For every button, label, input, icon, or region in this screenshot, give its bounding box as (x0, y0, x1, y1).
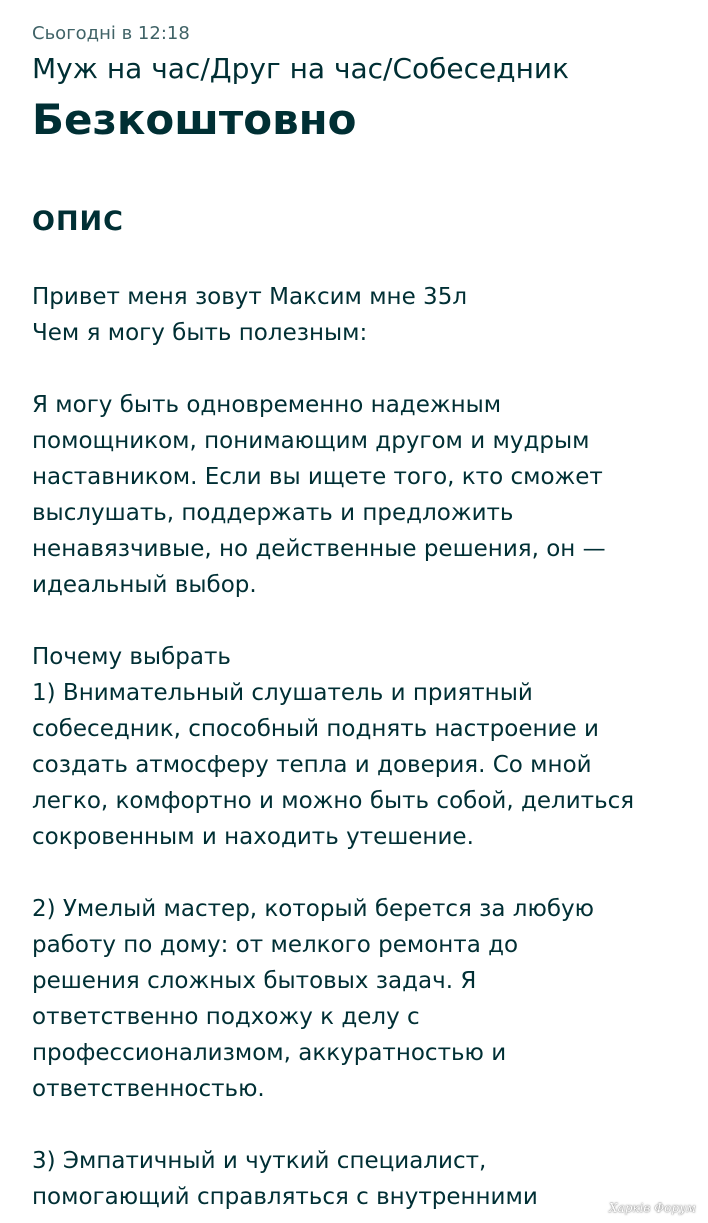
description-line: 2) Умелый мастер, который берется за любую (32, 896, 594, 922)
paragraph-gap (32, 855, 692, 891)
listing-price: Безкоштовно (32, 95, 357, 144)
description-line: решения сложных бытовых задач. Я (32, 968, 477, 994)
paragraph-gap (32, 351, 692, 387)
listing-title: Муж на час/Друг на час/Собеседник (32, 52, 570, 85)
description-line: ответственностью. (32, 1076, 265, 1102)
description-line: помощником, понимающим другом и мудрым (32, 428, 590, 454)
description-line: Привет меня зовут Максим мне 35л (32, 284, 468, 310)
description-line: идеальный выбор. (32, 572, 257, 598)
description-line: выслушать, поддержать и предложить (32, 500, 514, 526)
description-line: помогающий справляться с внутренними (32, 1184, 538, 1210)
description-line: Чем я могу быть полезным: (32, 320, 368, 346)
description-line: создать атмосферу тепла и доверия. Со мной (32, 752, 592, 778)
description-line: 1) Внимательный слушатель и приятный (32, 680, 533, 706)
description-line: Почему выбрать (32, 644, 231, 670)
description-line: ненавязчивые, но действенные решения, он — (32, 536, 606, 562)
description-line: наставником. Если вы ищете того, кто сможет (32, 464, 603, 490)
description-line: ответственно подхожу к делу с (32, 1004, 420, 1030)
posted-timestamp: Сьогодні в 12:18 (32, 23, 190, 44)
forum-watermark: Харків Форум (609, 1201, 696, 1215)
description-heading: ОПИС (32, 206, 124, 237)
paragraph-gap (32, 1107, 692, 1143)
description-line: профессионализмом, аккуратностью и (32, 1040, 507, 1066)
description-body (32, 279, 692, 1215)
description-line: сокровенным и находить утешение. (32, 824, 474, 850)
description-line: работу по дому: от мелкого ремонта до (32, 932, 519, 958)
description-line: собеседник, способный поднять настроение и (32, 716, 599, 742)
paragraph-gap (32, 603, 692, 639)
description-line: легко, комфортно и можно быть собой, делиться (32, 788, 635, 814)
description-line: Я могу быть одновременно надежным (32, 392, 502, 418)
description-line: 3) Эмпатичный и чуткий специалист, (32, 1148, 487, 1174)
